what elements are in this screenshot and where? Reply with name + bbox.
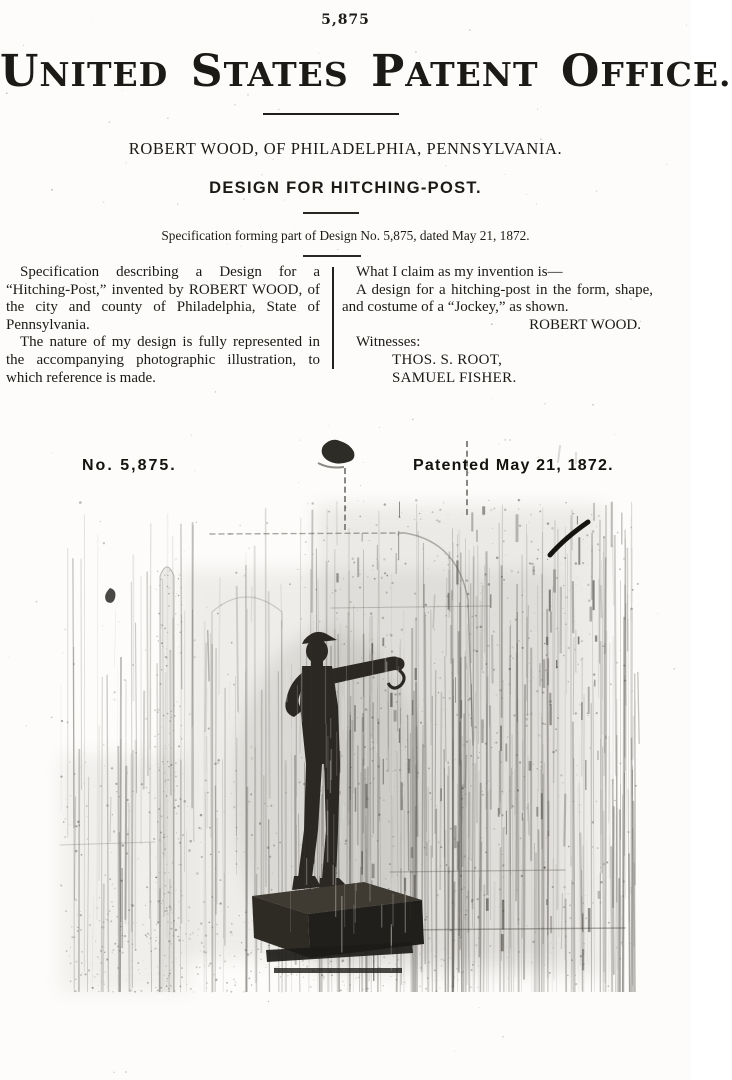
- specification-line: Specification forming part of Design No. 5,875, dated May 21, 1872.: [161, 228, 530, 243]
- specification-right-column: [342, 264, 653, 387]
- witnesses-label: Witnesses:: [356, 334, 421, 351]
- title-rule-upper: [303, 212, 359, 214]
- claim-intro: What I claim as my invention is—: [356, 264, 563, 280]
- claim-text: A design for a hitching-post in the form, shape, and costume of a “Jockey,” as shown.: [342, 281, 653, 316]
- witness-name: THOS. S. ROOT,: [392, 351, 503, 368]
- title-rule-lower: [303, 255, 361, 257]
- inventor-signature: ROBERT WOOD.: [529, 316, 641, 333]
- docket-number: 5,875: [321, 12, 370, 28]
- column-divider-rule: [332, 267, 334, 369]
- spec-paragraph: Specification describing a Design for a “Hitching-Post,” invented by ROBERT WOOD, of the city and county of Philadelphia, State of Pennsylvania.: [6, 264, 320, 333]
- photo-blemish: [105, 588, 115, 603]
- figure-number-label: No. 5,875.: [82, 457, 177, 474]
- figure-patented-label: Patented May 21, 1872.: [413, 457, 614, 474]
- spec-paragraph: The nature of my design is fully represented in the accompanying photographic illustration, to which reference is made.: [6, 334, 320, 386]
- page-title: UNITED STATES PATENT OFFICE.: [0, 46, 732, 97]
- witness-name: SAMUEL FISHER.: [392, 369, 517, 386]
- scan-artifact-line: [575, 452, 577, 464]
- header-rule: [263, 113, 399, 115]
- inventor-line: ROBERT WOOD, OF PHILADELPHIA, PENNSYLVANIA.: [128, 139, 563, 158]
- photo-illustration: [60, 500, 640, 992]
- design-title: DESIGN FOR HITCHING-POST.: [209, 179, 482, 197]
- ink-smudge: [316, 436, 362, 470]
- specification-left-column: [6, 264, 320, 387]
